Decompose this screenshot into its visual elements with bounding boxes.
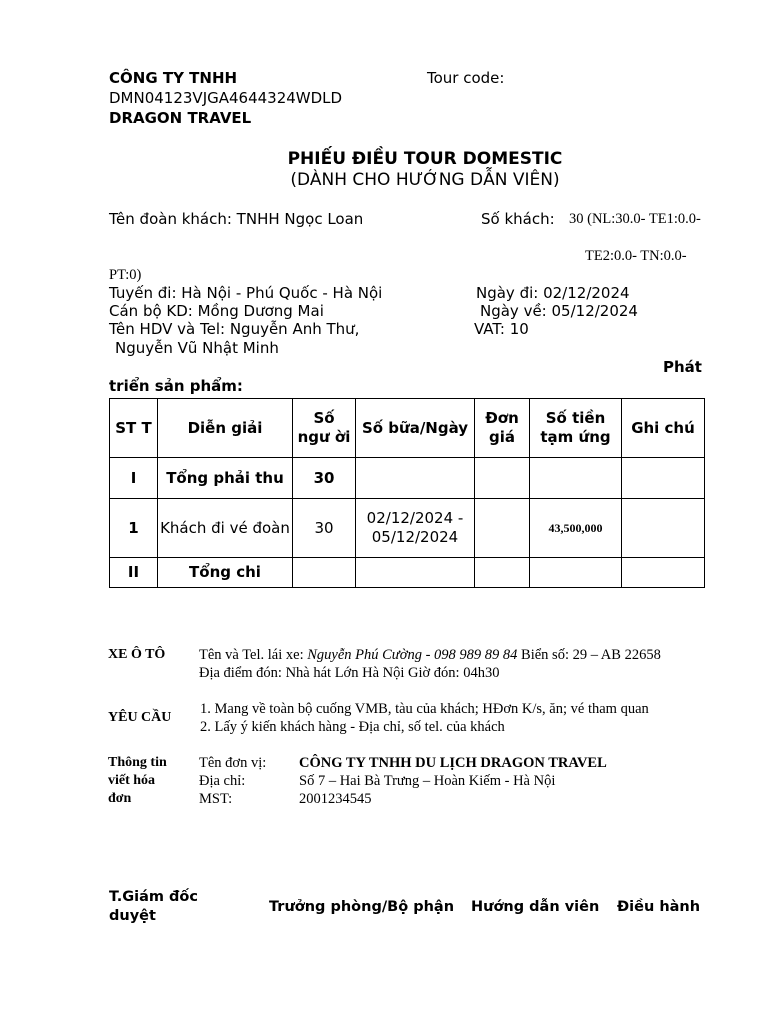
header-description: Diễn giải	[158, 399, 293, 458]
table-cell	[622, 458, 705, 499]
route: Tuyến đi: Hà Nội - Phú Quốc - Hà Nội	[109, 284, 383, 302]
unit-name-label: Tên đơn vị:	[199, 755, 267, 771]
guide-info-line1: Tên HDV và Tel: Nguyễn Anh Thư,	[109, 320, 360, 338]
tax-code-label: MST:	[199, 791, 233, 807]
company-name-line2: DRAGON TRAVEL	[109, 109, 252, 127]
invoice-label-2: viết hóa	[108, 773, 156, 788]
signature-director-line1: T.Giám đốc	[109, 889, 198, 905]
table-row	[110, 499, 705, 558]
table-cell	[530, 558, 622, 588]
table-cell: 30	[293, 499, 356, 558]
table-cell	[475, 499, 530, 558]
return-date: Ngày về: 05/12/2024	[480, 302, 638, 320]
table-cell: II	[110, 558, 158, 588]
driver-info	[199, 647, 661, 664]
tour-code-value: DMN04123VJGA4644324WDLD	[109, 89, 343, 107]
tax-code-value: 2001234545	[299, 791, 372, 807]
header-unit-price: Đơn giá	[475, 399, 530, 458]
table-cell: 30	[293, 458, 356, 499]
table-cell	[622, 499, 705, 558]
requirements-label: YÊU CẦU	[108, 710, 172, 725]
header-people: Số ngư ời	[293, 399, 356, 458]
requirement-item-2: 2. Lấy ý kiến khách hàng - Địa chỉ, số tel. của khách	[200, 719, 505, 735]
table-cell-dates: 02/12/2024 - 05/12/2024	[356, 499, 475, 558]
signature-operator: Điều hành	[617, 899, 701, 915]
driver-prefix: Tên và Tel. lái xe:	[199, 647, 304, 663]
table-cell-amount: 43,500,000	[530, 499, 622, 558]
header-advance: Số tiền tạm ứng	[530, 399, 622, 458]
invoice-label-3: đơn	[108, 791, 132, 806]
table-cell	[293, 558, 356, 588]
table-cell	[475, 458, 530, 499]
vat: VAT: 10	[474, 320, 529, 338]
company-name-line1: CÔNG TY TNHH	[109, 69, 238, 87]
group-name: Tên đoàn khách: TNHH Ngọc Loan	[109, 210, 364, 228]
pickup-info: Địa điểm đón: Nhà hát Lớn Hà Nội Giờ đón: 04h30	[199, 665, 500, 681]
table-cell	[356, 458, 475, 499]
table-cell: Khách đi vé đoàn	[158, 499, 293, 558]
unit-name-value: CÔNG TY TNHH DU LỊCH DRAGON TRAVEL	[299, 755, 607, 771]
sales-staff: Cán bộ KD: Mồng Dương Mai	[109, 302, 324, 320]
table-cell: Tổng phải thu	[158, 458, 293, 499]
product-dev-label-2: triển sản phẩm:	[109, 377, 243, 395]
table-row	[110, 458, 705, 499]
table-cell	[356, 558, 475, 588]
signature-director-line2: duyệt	[109, 908, 156, 924]
header-meals-days: Số bữa/Ngày	[356, 399, 475, 458]
tour-cost-table	[109, 398, 705, 588]
table-cell: Tổng chi	[158, 558, 293, 588]
address-value: Số 7 – Hai Bà Trưng – Hoàn Kiếm - Hà Nội	[299, 773, 556, 789]
product-dev-label-1: Phát	[663, 358, 702, 376]
guide-info-line2: Nguyễn Vũ Nhật Minh	[115, 339, 279, 357]
document-subtitle: (DÀNH CHO HƯỚNG DẪN VIÊN)	[290, 170, 560, 190]
car-section-label: XE Ô TÔ	[108, 647, 166, 662]
table-header-row	[110, 399, 705, 458]
depart-date: Ngày đi: 02/12/2024	[476, 284, 630, 302]
guest-count-detail-3: PT:0)	[109, 267, 142, 283]
table-cell	[475, 558, 530, 588]
table-row	[110, 558, 705, 588]
table-cell: 1	[110, 499, 158, 558]
guest-count-detail-1: 30 (NL:30.0- TE1:0.0-	[569, 211, 701, 227]
tour-code-label: Tour code:	[427, 69, 505, 87]
header-stt: ST T	[110, 399, 158, 458]
driver-name-phone: Nguyễn Phú Cường - 098 989 89 84	[307, 647, 518, 663]
document-title: PHIẾU ĐIỀU TOUR DOMESTIC	[287, 149, 563, 169]
guest-count-detail-2: TE2:0.0- TN:0.0-	[585, 248, 687, 264]
table-cell: I	[110, 458, 158, 499]
invoice-label-1: Thông tin	[108, 755, 167, 770]
table-cell	[622, 558, 705, 588]
license-plate: Biển số: 29 – AB 22658	[521, 647, 661, 663]
signature-guide: Hướng dẫn viên	[471, 899, 600, 915]
table-cell	[530, 458, 622, 499]
header-notes: Ghi chú	[622, 399, 705, 458]
signature-department: Trưởng phòng/Bộ phận	[269, 899, 455, 915]
requirement-item-1: 1. Mang về toàn bộ cuống VMB, tàu của khách; HĐơn K/s, ăn; vé tham quan	[200, 701, 649, 717]
address-label: Địa chỉ:	[199, 773, 246, 789]
guest-count-label: Số khách:	[481, 210, 555, 228]
